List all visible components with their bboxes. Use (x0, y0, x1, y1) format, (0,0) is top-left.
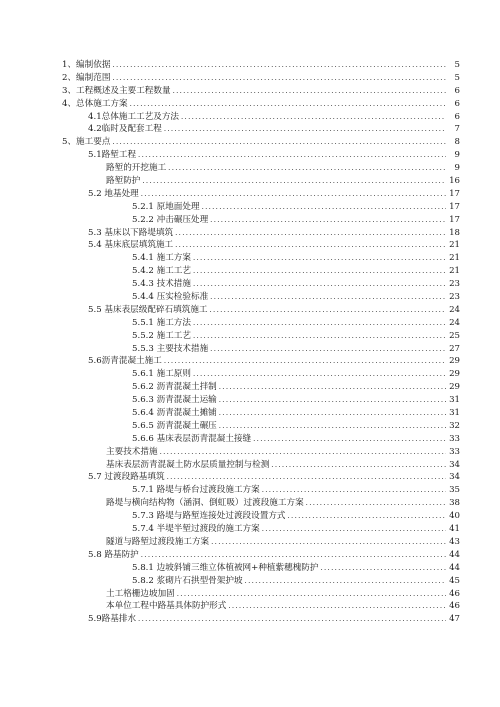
toc-entry-label: 5.8.2 浆砌片石拱型骨架护坡 (132, 575, 243, 586)
toc-entry-page-number: 18 (449, 227, 460, 238)
toc-entry-page-number: 46 (449, 588, 460, 599)
toc-entry-page-number: 44 (449, 549, 460, 560)
toc-entry-label: 5.3 基床以下路堤填筑 (88, 227, 174, 238)
toc-entry-label: 5.6.3 沥青混凝土运输 (132, 395, 217, 406)
toc-dot-leader (193, 265, 446, 278)
toc-entry[interactable] (88, 355, 460, 368)
toc-entry[interactable] (132, 433, 460, 446)
toc-dot-leader (168, 162, 446, 175)
toc-entry-label: 5.5 基床表层级配碎石填筑施工 (88, 304, 208, 315)
toc-entry-label: 5.4.1 施工方案 (132, 253, 191, 264)
toc-entry[interactable] (88, 239, 460, 252)
toc-entry-page-number: 5 (454, 72, 460, 83)
toc-dot-leader (253, 433, 446, 446)
toc-dot-leader (306, 497, 446, 510)
toc-dot-leader (288, 510, 446, 523)
toc-entry-label: 本单位工程中路基具体防护形式 (106, 601, 227, 612)
toc-entry[interactable] (132, 214, 460, 227)
toc-dot-leader (210, 343, 446, 356)
toc-dot-leader (112, 72, 446, 85)
toc-entry-page-number: 43 (449, 536, 460, 547)
toc-dot-leader (112, 59, 446, 72)
toc-dot-leader (138, 149, 446, 162)
toc-entry[interactable] (132, 291, 460, 304)
toc-dot-leader (141, 549, 446, 562)
toc-entry[interactable] (88, 123, 460, 136)
toc-entry-page-number: 45 (449, 575, 460, 586)
toc-entry-page-number: 8 (454, 137, 460, 148)
toc-entry-label: 5.7.1 路堤与桥台过渡段施工方案 (132, 485, 260, 496)
toc-entry[interactable] (132, 510, 460, 523)
toc-entry-page-number: 31 (449, 408, 460, 419)
toc-entry-page-number: 9 (454, 150, 460, 161)
toc-dot-leader (193, 368, 446, 381)
toc-dot-leader (193, 278, 446, 291)
toc-entry[interactable] (132, 484, 460, 497)
toc-entry-page-number: 35 (449, 485, 460, 496)
toc-dot-leader (219, 407, 446, 420)
toc-dot-leader (262, 484, 446, 497)
toc-entry[interactable] (62, 72, 460, 85)
toc-entry-page-number: 27 (449, 343, 460, 354)
toc-entry-label: 5.8 路基防护 (88, 549, 139, 560)
toc-entry-label: 5、施工要点 (62, 137, 111, 148)
toc-entry[interactable] (132, 201, 460, 214)
toc-entry-label: 4.2临时及配套工程 (88, 124, 162, 135)
toc-entry[interactable] (62, 85, 460, 98)
toc-dot-leader (210, 304, 446, 317)
toc-entry[interactable] (132, 407, 460, 420)
toc-entry-label: 5.7.3 路堤与路堑连接处过渡段设置方式 (132, 511, 286, 522)
toc-entry[interactable] (132, 317, 460, 330)
toc-entry-label: 隧道与路堑过渡段施工方案 (106, 536, 210, 547)
toc-entry-page-number: 32 (449, 420, 460, 431)
toc-entry[interactable] (132, 330, 460, 343)
toc-dot-leader (193, 252, 446, 265)
toc-entry[interactable] (106, 459, 460, 472)
toc-entry-page-number: 38 (449, 498, 460, 509)
toc-entry-page-number: 16 (449, 176, 460, 186)
toc-entry[interactable] (62, 98, 460, 111)
toc-entry-label: 4.1总体施工工艺及方法 (88, 111, 180, 122)
toc-dot-leader (164, 123, 446, 136)
toc-entry[interactable] (106, 175, 460, 188)
toc-entry-label: 2、编制范围 (62, 72, 111, 83)
toc-entry-page-number: 21 (449, 253, 460, 264)
toc-entry[interactable] (88, 227, 460, 240)
toc-entry-label: 5.2 地基处理 (88, 188, 139, 199)
toc-entry-page-number: 44 (449, 562, 460, 573)
toc-entry[interactable] (62, 136, 460, 149)
toc-entry-page-number: 21 (449, 266, 460, 277)
toc-entry[interactable] (88, 149, 460, 162)
toc-entry-label: 路堑防护 (106, 176, 141, 186)
toc-entry-page-number: 5 (454, 59, 460, 70)
toc-entry-page-number: 24 (449, 304, 460, 315)
toc-entry[interactable] (106, 536, 460, 549)
toc-dot-leader (321, 562, 447, 575)
toc-dot-leader (130, 98, 446, 111)
toc-entry-label: 5.7 过渡段路基填筑 (88, 472, 165, 483)
toc-dot-leader (219, 381, 446, 394)
toc-entry-page-number: 29 (449, 382, 460, 393)
toc-dot-leader (202, 201, 446, 214)
toc-entry-page-number: 25 (449, 330, 460, 341)
toc-dot-leader (219, 394, 446, 407)
toc-dot-leader (245, 575, 446, 588)
toc-dot-leader (138, 613, 446, 626)
toc-entry-page-number: 33 (449, 433, 460, 444)
toc-entry[interactable] (106, 600, 460, 613)
toc-entry-label: 5.6.6 基床表层沥青混凝土接缝 (132, 433, 252, 444)
toc-entry[interactable] (88, 304, 460, 317)
toc-entry-label: 5.4 基床底层填筑施工 (88, 240, 174, 251)
toc-dot-leader (228, 600, 446, 613)
toc-dot-leader (210, 291, 446, 304)
toc-entry-page-number: 6 (454, 85, 460, 96)
toc-entry-label: 5.4.4 压实检验标准 (132, 292, 209, 303)
toc-dot-leader (271, 459, 446, 472)
toc-entry[interactable] (132, 562, 460, 575)
toc-entry-label: 5.1路堑工程 (88, 150, 137, 161)
toc-entry-label: 基床表层沥青混凝土防水层质量控制与检测 (106, 459, 270, 470)
toc-dot-leader (181, 111, 446, 124)
toc-entry[interactable] (88, 613, 460, 626)
toc-entry-label: 5.6.2 沥青混凝土拌制 (132, 382, 217, 393)
toc-entry-label: 路堤与横向结构物（涵洞、倒虹吸）过渡段施工方案 (106, 498, 304, 509)
toc-entry[interactable] (62, 59, 460, 72)
toc-entry-label: 5.8.1 边坡斜铺三维立体植被网+种植紫穗槐防护 (132, 562, 319, 573)
toc-entry-label: 土工格栅边坡加固 (106, 588, 175, 599)
toc-entry-page-number: 9 (454, 163, 460, 174)
toc-dot-leader (193, 317, 446, 330)
toc-entry-page-number: 41 (449, 524, 460, 535)
toc-dot-leader (175, 227, 446, 240)
toc-entry[interactable] (132, 368, 460, 381)
toc-entry[interactable] (132, 523, 460, 536)
toc-entry[interactable] (106, 162, 460, 175)
toc-entry[interactable] (132, 394, 460, 407)
toc-entry-page-number: 7 (454, 124, 460, 135)
toc-entry-page-number: 33 (449, 446, 460, 457)
toc-entry-page-number: 29 (449, 369, 460, 380)
toc-entry-label: 5.6.5 沥青混凝土碾压 (132, 420, 217, 431)
toc-entry-label: 5.5.2 施工工艺 (132, 330, 191, 341)
toc-entry-label: 主要技术措施 (106, 446, 158, 457)
toc-entry-page-number: 23 (449, 292, 460, 303)
toc-entry[interactable] (132, 265, 460, 278)
toc-entry-page-number: 6 (454, 111, 460, 122)
toc-entry[interactable] (132, 420, 460, 433)
toc-entry-page-number: 21 (449, 240, 460, 251)
toc-entry[interactable] (88, 188, 460, 201)
toc-entry-page-number: 40 (449, 511, 460, 522)
toc-entry-label: 5.5.3 主要技术措施 (132, 343, 209, 354)
toc-dot-leader (112, 136, 446, 149)
toc-dot-leader (160, 446, 446, 459)
toc-entry[interactable] (106, 446, 460, 459)
toc-entry-page-number: 31 (449, 395, 460, 406)
toc-entry-label: 5.5.1 施工方法 (132, 317, 191, 328)
toc-entry-label: 5.6.4 沥青混凝土摊铺 (132, 408, 217, 419)
toc-entry[interactable] (132, 381, 460, 394)
toc-dot-leader (211, 536, 446, 549)
toc-entry-label: 3、工程概述及主要工程数量 (62, 85, 171, 96)
toc-entry-page-number: 29 (449, 356, 460, 367)
toc-entry-label: 5.4.3 技术措施 (132, 279, 191, 290)
toc-entry[interactable] (88, 549, 460, 562)
toc-entry-label: 4、总体施工方案 (62, 98, 128, 109)
toc-dot-leader (142, 175, 446, 188)
toc-entry-page-number: 6 (454, 98, 460, 109)
toc-entry[interactable] (106, 588, 460, 601)
toc-entry-page-number: 47 (449, 614, 460, 625)
toc-dot-leader (262, 523, 446, 536)
toc-dot-leader (167, 471, 446, 484)
toc-entry-label: 5.2.2 冲击碾压处理 (132, 214, 209, 225)
toc-dot-leader (219, 420, 446, 433)
toc-dot-leader (177, 588, 446, 601)
toc-dot-leader (210, 214, 446, 227)
toc-entry-label: 5.6沥青混凝土施工 (88, 356, 162, 367)
toc-entry-label: 5.7.4 半堤半堑过渡段的施工方案 (132, 524, 260, 535)
toc-entry-label: 5.4.2 施工工艺 (132, 266, 191, 277)
toc-entry-label: 1、编制依据 (62, 59, 111, 70)
toc-entry-label: 5.9路基排水 (88, 614, 137, 625)
toc-entry[interactable] (88, 472, 460, 485)
toc-entry-page-number: 24 (449, 317, 460, 328)
toc-dot-leader (193, 330, 446, 343)
toc-entry-page-number: 17 (449, 188, 460, 199)
toc-entry[interactable] (88, 111, 460, 124)
toc-dot-leader (164, 355, 446, 368)
toc-entry[interactable] (132, 575, 460, 588)
toc-dot-leader (173, 85, 446, 98)
toc-entry-page-number: 23 (449, 279, 460, 290)
toc-entry[interactable] (132, 343, 460, 356)
toc-entry-page-number: 34 (449, 472, 460, 483)
toc-entry[interactable] (106, 497, 460, 510)
toc-entry-page-number: 46 (449, 601, 460, 612)
toc-dot-leader (141, 188, 446, 201)
toc-entry[interactable] (132, 252, 460, 265)
toc-entry[interactable] (132, 278, 460, 291)
toc-entry-page-number: 34 (449, 459, 460, 470)
toc-dot-leader (175, 239, 446, 252)
toc-entry-label: 5.2.1 原地面处理 (132, 201, 200, 212)
toc-entry-label: 5.6.1 施工原则 (132, 369, 191, 380)
toc-entry-page-number: 17 (449, 214, 460, 225)
toc-entry-label: 路堑的开挖施工 (106, 163, 167, 174)
toc-entry-page-number: 17 (449, 201, 460, 212)
